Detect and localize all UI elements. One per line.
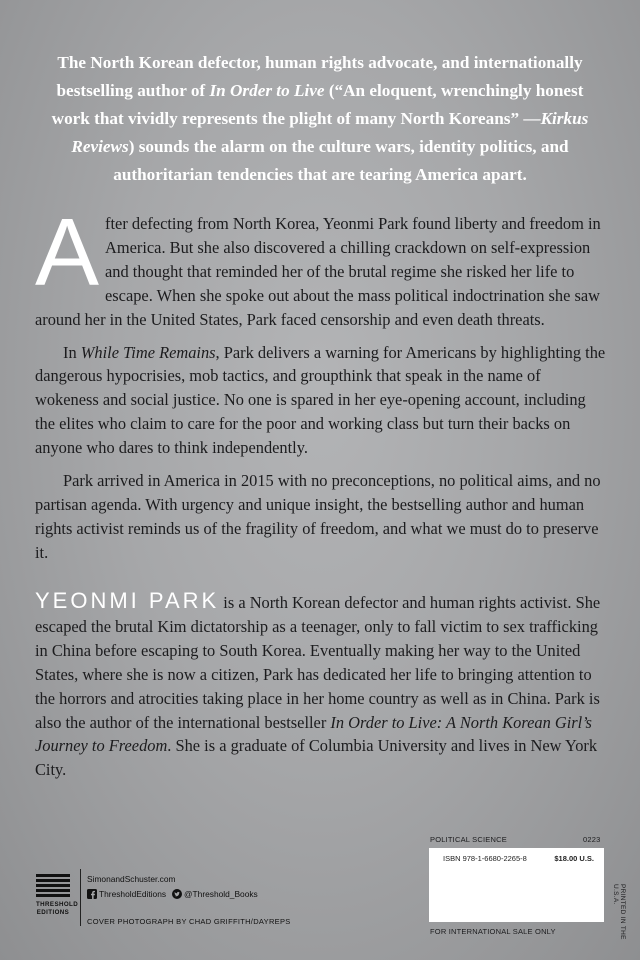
paragraph-2-prefix: In bbox=[63, 342, 81, 362]
logo-line-1: THRESHOLD bbox=[36, 901, 79, 908]
blurb-book-title: In Order to Live bbox=[209, 81, 325, 100]
twitter-icon bbox=[172, 889, 182, 899]
international-sale-label: FOR INTERNATIONAL SALE ONLY bbox=[430, 927, 556, 936]
website-row bbox=[87, 871, 258, 886]
paragraph-2-book-title: While Time Remains bbox=[80, 342, 216, 362]
description-paragraph-2 bbox=[35, 341, 607, 461]
printed-in-label: PRINTED IN THE U.S.A. bbox=[612, 884, 626, 940]
description-paragraph-1 bbox=[35, 199, 607, 332]
publisher-logo bbox=[36, 874, 79, 916]
cover-photo-credit: COVER PHOTOGRAPH BY CHAD GRIFFITH/DAYREPS bbox=[87, 917, 291, 926]
bio-text-2: . She is a graduate of Columbia University and lives in New York City. bbox=[35, 736, 598, 780]
drop-cap: A bbox=[35, 199, 100, 306]
blurb-source: Kirkus Reviews bbox=[71, 109, 589, 156]
price-label: $18.00 U.S. bbox=[554, 854, 594, 863]
bio-text-1: is a North Korean defector and human rights activist. She escaped the brutal Kim dictatorship as a teenager, only to fall victim to sex trafficking in China before escaping to South Korea. Eventually making her way to the United States, where she is now a citizen, Park has dedicated her life to bringing attention to the horrors and atrocities taking place in her home country as well as in China. Park is also the author of the international bestseller bbox=[35, 593, 601, 732]
author-name: YEONMI PARK bbox=[35, 588, 220, 613]
threshold-logo-icon bbox=[36, 874, 70, 898]
category-label: POLITICAL SCIENCE bbox=[430, 835, 507, 844]
publisher-links bbox=[87, 871, 258, 901]
description-paragraph-3: Park arrived in America in 2015 with no preconceptions, no political aims, and no partisan agenda. With urgency and unique insight, the bestselling author and human rights activist reminds us of the fragility of freedom, and what we must do to preserve it. bbox=[35, 471, 601, 562]
bio-book-title: In Order to Live: A North Korean Girl’s Journey to Freedom bbox=[35, 712, 592, 756]
blurb-part2: (“An eloquent, wrenchingly honest work that vividly represents the plight of many North Koreans” — bbox=[51, 81, 584, 128]
blurb-part3: ) sounds the alarm on the culture wars, identity politics, and authoritarian tendencies that are tearing America apart. bbox=[113, 137, 569, 184]
description bbox=[35, 199, 607, 574]
blurb-part1: The North Korean defector, human rights advocate, and internationally bestselling author of bbox=[56, 53, 583, 100]
logo-line-2: EDITIONS bbox=[36, 908, 70, 916]
paragraph-1-text: fter defecting from North Korea, Yeonmi Park found liberty and freedom in America. But she also discovered a chilling crackdown on self-expression and thought that reminded her of the brutal regime she risked her life to escape. When she spoke out about the mass political indoctrination she saw around her in the United States, Park faced censorship and even death threats. bbox=[35, 214, 601, 329]
facebook-link[interactable]: ThresholdEditions bbox=[99, 888, 167, 899]
twitter-link[interactable]: @Threshold_Books bbox=[184, 888, 258, 899]
isbn-number: ISBN 978-1-6680-2265-8 bbox=[443, 854, 527, 863]
back-cover-blurb bbox=[36, 49, 604, 189]
facebook-icon bbox=[87, 889, 97, 899]
paragraph-2-text: , Park delivers a warning for Americans by highlighting the dangerous hypocrisies, mob tactics, and groupthink that speak in the name of wokeness and social justice. No one is spared in her eye-opening account, including the elites who claim to care for the poor and working class but turn their backs on anyone who dares to think independently. bbox=[35, 342, 606, 458]
author-bio bbox=[35, 589, 607, 782]
website-link[interactable]: SimonandSchuster.com bbox=[87, 873, 176, 884]
price-code: 0223 bbox=[583, 835, 601, 844]
barcode-box bbox=[429, 848, 604, 922]
social-row bbox=[87, 886, 258, 901]
divider bbox=[80, 869, 81, 926]
logo-wordmark bbox=[36, 901, 79, 916]
